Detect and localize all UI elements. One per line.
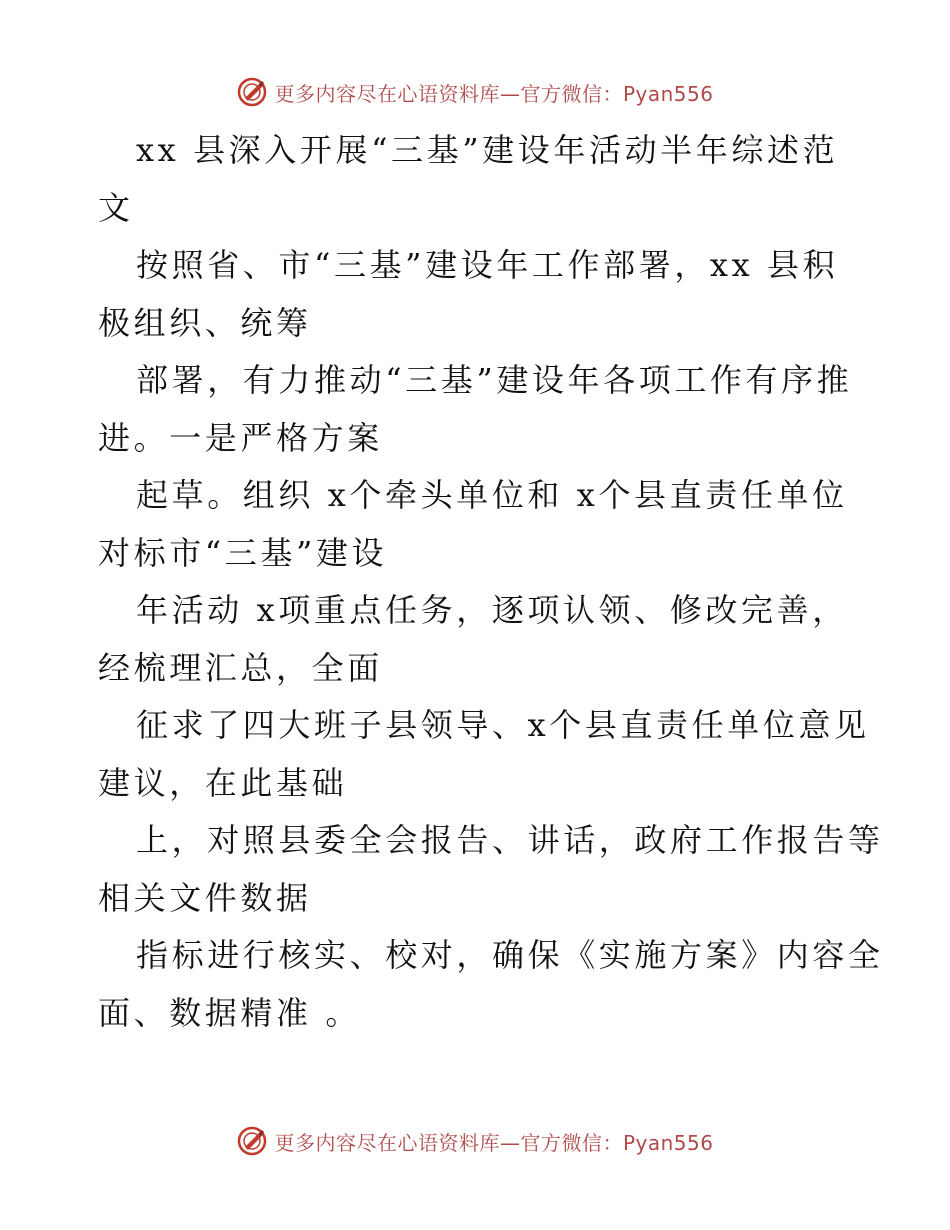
- document-line: 相关文件数据: [98, 878, 312, 917]
- document-line: 部署，有力推动“三基”建设年各项工作有序推: [136, 361, 853, 399]
- document-line: 征求了四大班子县领导、x个县直责任单位意见: [136, 706, 870, 744]
- document-line: 按照省、市“三基”建设年工作部署，xx 县积: [136, 246, 839, 284]
- footer-banner: [0, 1121, 950, 1161]
- document-line: 进。一是严格方案: [98, 418, 383, 457]
- footer-banner-text: 更多内容尽在心语资料库—官方微信：Pyan556: [274, 1130, 714, 1155]
- document-body: [98, 122, 884, 1042]
- document-line: 文: [98, 188, 134, 227]
- document-line: 上，对照县委全会报告、讲话，政府工作报告等: [136, 821, 884, 859]
- header-banner: [0, 72, 950, 112]
- document-line: 极组织、统筹: [98, 303, 312, 342]
- document-line: 经梳理汇总，全面: [98, 648, 383, 687]
- document-line: 建议，在此基础: [98, 763, 348, 802]
- red-seal-logo-icon: [236, 1125, 268, 1157]
- document-line: 起草。组织 x个牵头单位和 x个县直责任单位: [136, 476, 848, 514]
- document-line: 对标市“三基”建设: [98, 533, 388, 572]
- document-line: xx 县深入开展“三基”建设年活动半年综述范: [136, 131, 839, 169]
- document-line: 年活动 x项重点任务，逐项认领、修改完善，: [136, 591, 848, 629]
- red-seal-logo-icon: [236, 76, 268, 108]
- document-line: 指标进行核实、校对，确保《实施方案》内容全: [136, 936, 884, 974]
- document-line: 面、数据精准 。: [98, 993, 361, 1032]
- header-banner-text: 更多内容尽在心语资料库—官方微信：Pyan556: [274, 81, 714, 106]
